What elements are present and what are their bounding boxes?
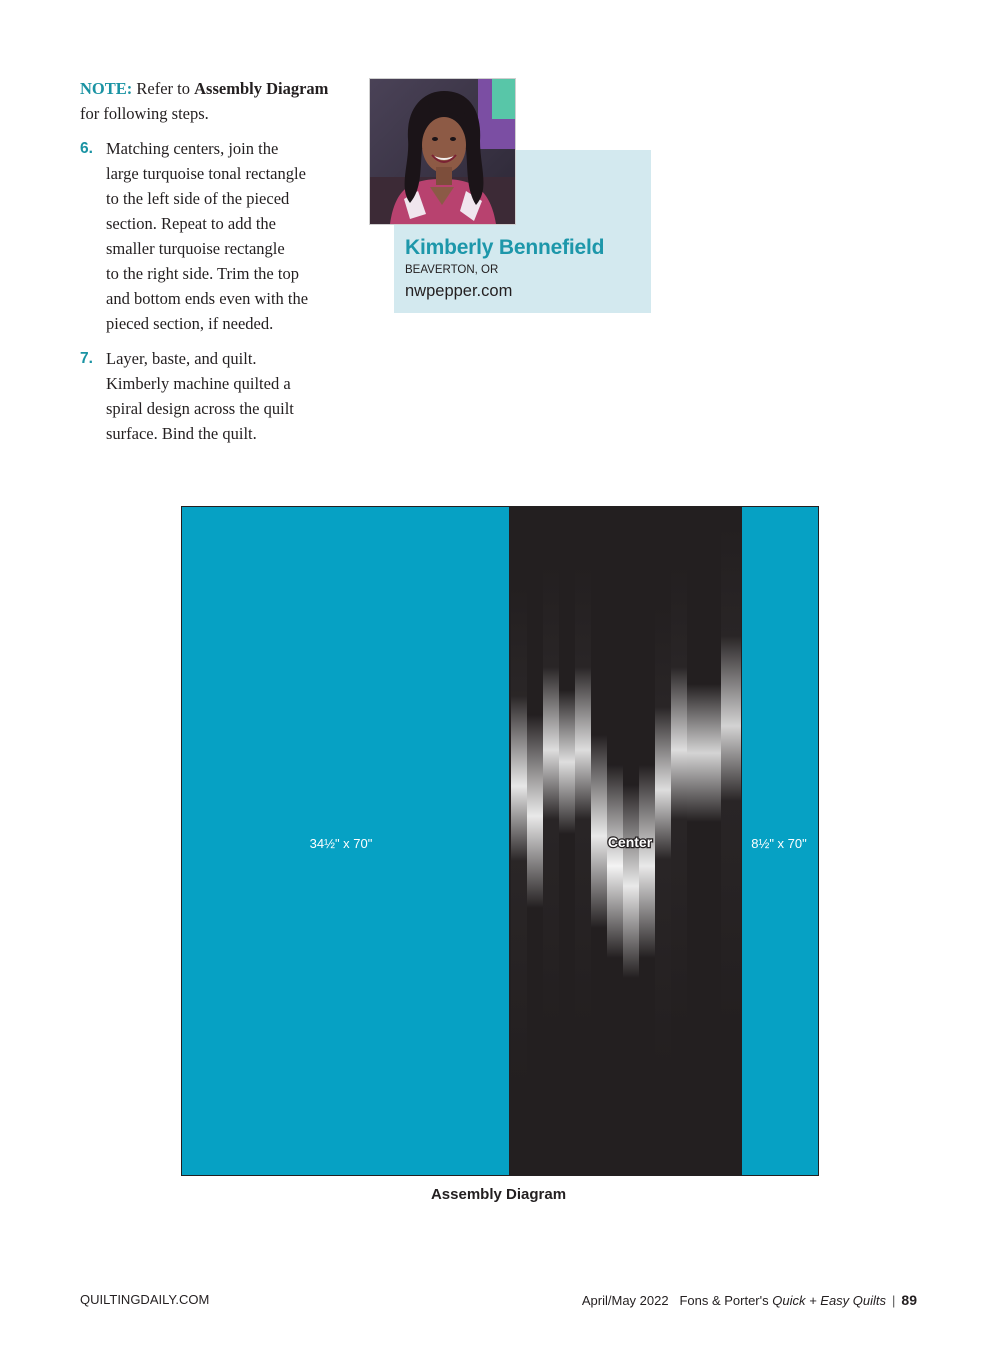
right-panel-label: 8½" x 70" bbox=[751, 836, 807, 851]
step-line: Matching centers, join the bbox=[106, 139, 279, 158]
note-lead: NOTE: bbox=[80, 79, 133, 98]
step-line: pieced section, if needed. bbox=[106, 314, 274, 333]
step-line: to the left side of the pieced bbox=[106, 189, 290, 208]
step-text bbox=[106, 136, 350, 336]
step-6 bbox=[80, 136, 350, 336]
center-label: Center bbox=[607, 834, 653, 850]
assembly-diagram bbox=[181, 506, 819, 1176]
steps-list bbox=[80, 136, 350, 456]
designer-photo bbox=[370, 79, 515, 224]
left-panel-label: 34½" x 70" bbox=[309, 836, 373, 851]
footer-folio bbox=[582, 1292, 917, 1308]
diagram-caption: Assembly Diagram bbox=[430, 1186, 567, 1203]
designer-website: nwpepper.com bbox=[405, 282, 513, 300]
step-7 bbox=[80, 346, 350, 446]
note-text-after: for following steps. bbox=[80, 104, 209, 123]
footer-site: QUILTINGDAILY.COM bbox=[80, 1292, 210, 1307]
designer-name: Kimberly Bennefield bbox=[405, 236, 605, 259]
step-line: Layer, baste, and quilt. bbox=[106, 349, 257, 368]
assembly-diagram-svg bbox=[181, 506, 819, 1176]
step-text bbox=[106, 346, 350, 446]
footer-separator: | bbox=[892, 1293, 896, 1308]
step-line: Kimberly machine quilted a bbox=[106, 374, 291, 393]
step-number: 6. bbox=[80, 140, 93, 157]
footer-publication-prefix: Fons & Porter's bbox=[679, 1293, 773, 1308]
step-line: smaller turquoise rectangle bbox=[106, 239, 285, 258]
portrait-illustration bbox=[370, 79, 515, 224]
step-number: 7. bbox=[80, 350, 93, 367]
step-line: spiral design across the quilt bbox=[106, 399, 294, 418]
note-diagram-ref: Assembly Diagram bbox=[194, 79, 329, 98]
step-line: section. Repeat to add the bbox=[106, 214, 276, 233]
page-number: 89 bbox=[901, 1292, 917, 1308]
step-line: to the right side. Trim the top bbox=[106, 264, 299, 283]
footer-issue: April/May 2022 bbox=[581, 1293, 669, 1308]
note-paragraph bbox=[80, 76, 350, 126]
footer-publication-title: Quick + Easy Quilts bbox=[772, 1293, 887, 1308]
step-line: surface. Bind the quilt. bbox=[106, 424, 257, 443]
designer-location: BEAVERTON, OR bbox=[405, 264, 499, 276]
note-text-before: Refer to bbox=[132, 79, 195, 98]
step-line: large turquoise tonal rectangle bbox=[106, 164, 306, 183]
step-line: and bottom ends even with the bbox=[106, 289, 309, 308]
